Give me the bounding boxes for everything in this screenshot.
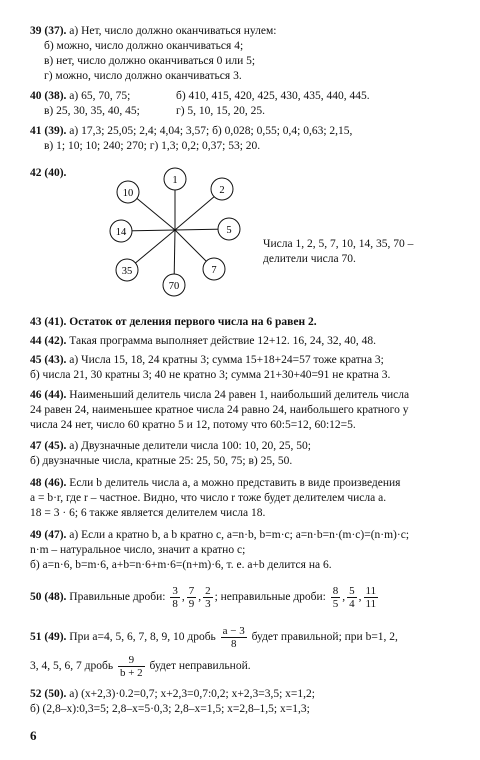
separator: , bbox=[358, 591, 362, 603]
problem-48-line-2: a = b·r, где r – частное. Видно, что число r тоже будет делителем числа a. bbox=[30, 492, 387, 504]
divisors-star-svg bbox=[92, 163, 258, 297]
fraction bbox=[221, 625, 247, 650]
problem-number: 39 (37). bbox=[30, 25, 67, 37]
numerator: a − 3 bbox=[222, 624, 245, 637]
problem-44 bbox=[30, 334, 376, 348]
denominator: 4 bbox=[349, 597, 355, 610]
problem-46-line-3: числа 24 нет, число 60 кратно 5 и 12, потому что 60:5=12, 60:12=5. bbox=[30, 419, 356, 431]
problem-number: 50 (48). bbox=[30, 591, 67, 603]
problem-39-line-2: б) можно, число должно оканчиваться 4; bbox=[44, 40, 244, 52]
divisor-label: 10 bbox=[122, 188, 134, 199]
problem-number: 51 (49). bbox=[30, 631, 67, 643]
separator: , bbox=[198, 591, 202, 603]
problem-number: 41 (39). bbox=[30, 125, 67, 137]
divisors-diagram bbox=[92, 163, 258, 297]
denominator: b + 2 bbox=[119, 666, 143, 679]
fraction bbox=[364, 585, 379, 610]
divisor-label: 1 bbox=[172, 175, 178, 186]
problem-49-line-1 bbox=[30, 528, 409, 542]
problem-text: 3, 4, 5, 6, 7 дробь bbox=[30, 660, 114, 672]
divisor-label: 14 bbox=[115, 227, 127, 238]
numerator: 9 bbox=[118, 654, 145, 667]
divisor-label: 70 bbox=[168, 281, 180, 292]
numerator: 3 bbox=[172, 584, 178, 597]
problem-text-end: будет неправильной. bbox=[149, 660, 251, 672]
problem-40-answer-b: б) 410, 415, 420, 425, 430, 435, 440, 445. bbox=[176, 90, 370, 102]
problem-52-line-1 bbox=[30, 687, 315, 701]
problem-text: а) Числа 15, 18, 24 кратны 3; сумма 15+18+24=57 тоже кратна 3; bbox=[69, 354, 384, 366]
numerator: 2 bbox=[205, 584, 211, 597]
problem-40-answer-g: г) 5, 10, 15, 20, 25. bbox=[176, 105, 266, 117]
fraction bbox=[118, 654, 145, 679]
problem-text: Такая программа выполняет действие 12+12. 16, 24, 32, 40, 48. bbox=[69, 335, 377, 347]
divisor-label: 5 bbox=[226, 225, 232, 236]
problem-43 bbox=[30, 315, 317, 329]
denominator: 3 bbox=[205, 597, 211, 610]
problem-49-line-2: n·m – натуральное число, значит a кратно c; bbox=[30, 544, 246, 556]
problem-39-line-1 bbox=[30, 24, 276, 38]
problem-39-line-4: г) можно, число должно оканчиваться 3. bbox=[44, 70, 242, 82]
problem-41-line-2: в) 1; 10; 10; 240; 270; г) 1,3; 0,2; 0,37; 53; 20. bbox=[44, 140, 261, 152]
problem-51-line-1 bbox=[30, 623, 398, 651]
fraction bbox=[170, 585, 180, 610]
numerator: 5 bbox=[349, 584, 355, 597]
proper-fractions bbox=[168, 584, 214, 610]
problem-number: 49 (47). bbox=[30, 529, 67, 541]
problem-text: Правильные дроби: bbox=[69, 591, 166, 603]
problem-46-line-2: 24 равен 24, наименьшее кратное числа 24 равно 24, наибольшего кратного у bbox=[30, 404, 409, 416]
problem-52-line-2: б) (2,8–x):0,3=5; 2,8–x=5·0,3; 2,8–x=1,5; x=2,8–1,5; x=1,3; bbox=[30, 703, 310, 715]
problem-40-answer-v: в) 25, 30, 35, 40, 45; bbox=[44, 105, 140, 117]
problem-51-line-2 bbox=[30, 652, 251, 680]
denominator: 9 bbox=[188, 597, 195, 610]
answer-a: а) 65, 70, 75; bbox=[69, 90, 131, 102]
problem-number: 45 (43). bbox=[30, 354, 67, 366]
divisor-label: 7 bbox=[211, 265, 217, 276]
denominator: 11 bbox=[365, 597, 377, 610]
fraction bbox=[331, 585, 341, 610]
problem-45-line-2: б) числа 21, 30 кратны 3; 40 не кратно 3; сумма 21+30+40=91 не кратна 3. bbox=[30, 369, 391, 381]
problem-42-number: 42 (40). bbox=[30, 167, 67, 179]
numerator: 11 bbox=[365, 584, 377, 597]
improper-fractions bbox=[329, 584, 380, 610]
problem-number: 47 (45). bbox=[30, 440, 67, 452]
problem-47-line-1 bbox=[30, 439, 311, 453]
denominator: 8 bbox=[230, 637, 237, 650]
diagram-caption-line-1: Числа 1, 2, 5, 7, 10, 14, 35, 70 – bbox=[263, 238, 414, 250]
divisor-label: 2 bbox=[219, 185, 225, 196]
problem-48-line-1 bbox=[30, 476, 400, 490]
fraction bbox=[347, 585, 357, 610]
diagram-caption-line-2: делители числа 70. bbox=[263, 253, 356, 265]
denominator: 8 bbox=[172, 597, 178, 610]
problem-text: При a=4, 5, 6, 7, 8, 9, 10 дробь bbox=[69, 631, 216, 643]
page-number: 6 bbox=[30, 728, 37, 743]
fraction bbox=[203, 585, 213, 610]
problem-text: Наименьший делитель числа 24 равен 1, наибольший делитель числа bbox=[69, 389, 410, 401]
separator: , bbox=[181, 591, 185, 603]
problem-48-line-3: 18 = 3 · 6; 6 также является делителем числа 18. bbox=[30, 507, 266, 519]
problem-text: а) 17,3; 25,05; 2,4; 4,04; 3,57; б) 0,028; 0,55; 0,4; 0,63; 2,15, bbox=[69, 125, 353, 137]
problem-45-line-1 bbox=[30, 353, 384, 367]
numerator: 7 bbox=[188, 584, 195, 597]
problem-39-line-3: в) нет, число должно оканчиваться 0 или 5; bbox=[44, 55, 256, 67]
problem-text-mid: будет правильной; при b=1, 2, bbox=[251, 631, 398, 643]
problem-50 bbox=[30, 583, 380, 611]
numerator: 8 bbox=[332, 584, 339, 597]
problem-49-line-3: б) a=n·6, b=m·6, a+b=n·6+m·6=(n+m)·6, т. е. a+b делится на 6. bbox=[30, 559, 332, 571]
problem-text-mid: ; неправильные дроби: bbox=[214, 591, 326, 603]
denominator: 5 bbox=[332, 597, 339, 610]
fraction bbox=[187, 585, 197, 610]
problem-number: 40 (38). bbox=[30, 90, 67, 102]
divisor-label: 35 bbox=[121, 266, 133, 277]
problem-text: а) Двузначные делители числа 100: 10, 20, 25, 50; bbox=[69, 440, 311, 452]
problem-text: Если b делитель числа a, a можно представить в виде произведения bbox=[69, 477, 401, 489]
problem-40-line-1 bbox=[30, 89, 130, 103]
problem-41-line-1 bbox=[30, 124, 352, 138]
problem-number: 46 (44). bbox=[30, 389, 67, 401]
separator: , bbox=[342, 591, 346, 603]
problem-46-line-1 bbox=[30, 388, 409, 402]
problem-number: 44 (42). bbox=[30, 335, 67, 347]
problem-number: 52 (50). bbox=[30, 688, 67, 700]
problem-text: а) Нет, число должно оканчиваться нулем: bbox=[69, 25, 277, 37]
problem-number: 48 (46). bbox=[30, 477, 67, 489]
problem-47-line-2: б) двузначные числа, кратные 25: 25, 50, 75; в) 25, 50. bbox=[30, 455, 293, 467]
problem-number: 43 (41). bbox=[30, 316, 67, 328]
problem-text: Остаток от деления первого числа на 6 равен 2. bbox=[69, 316, 317, 328]
problem-text: а) Если a кратно b, a b кратно c, a=n·b, b=m·c; a=n·b=n·(m·c)=(n·m)·c; bbox=[69, 529, 410, 541]
problem-text: а) (x+2,3)·0.2=0,7; x+2,3=0,7:0,2; x+2,3=3,5; x=1,2; bbox=[69, 688, 315, 700]
